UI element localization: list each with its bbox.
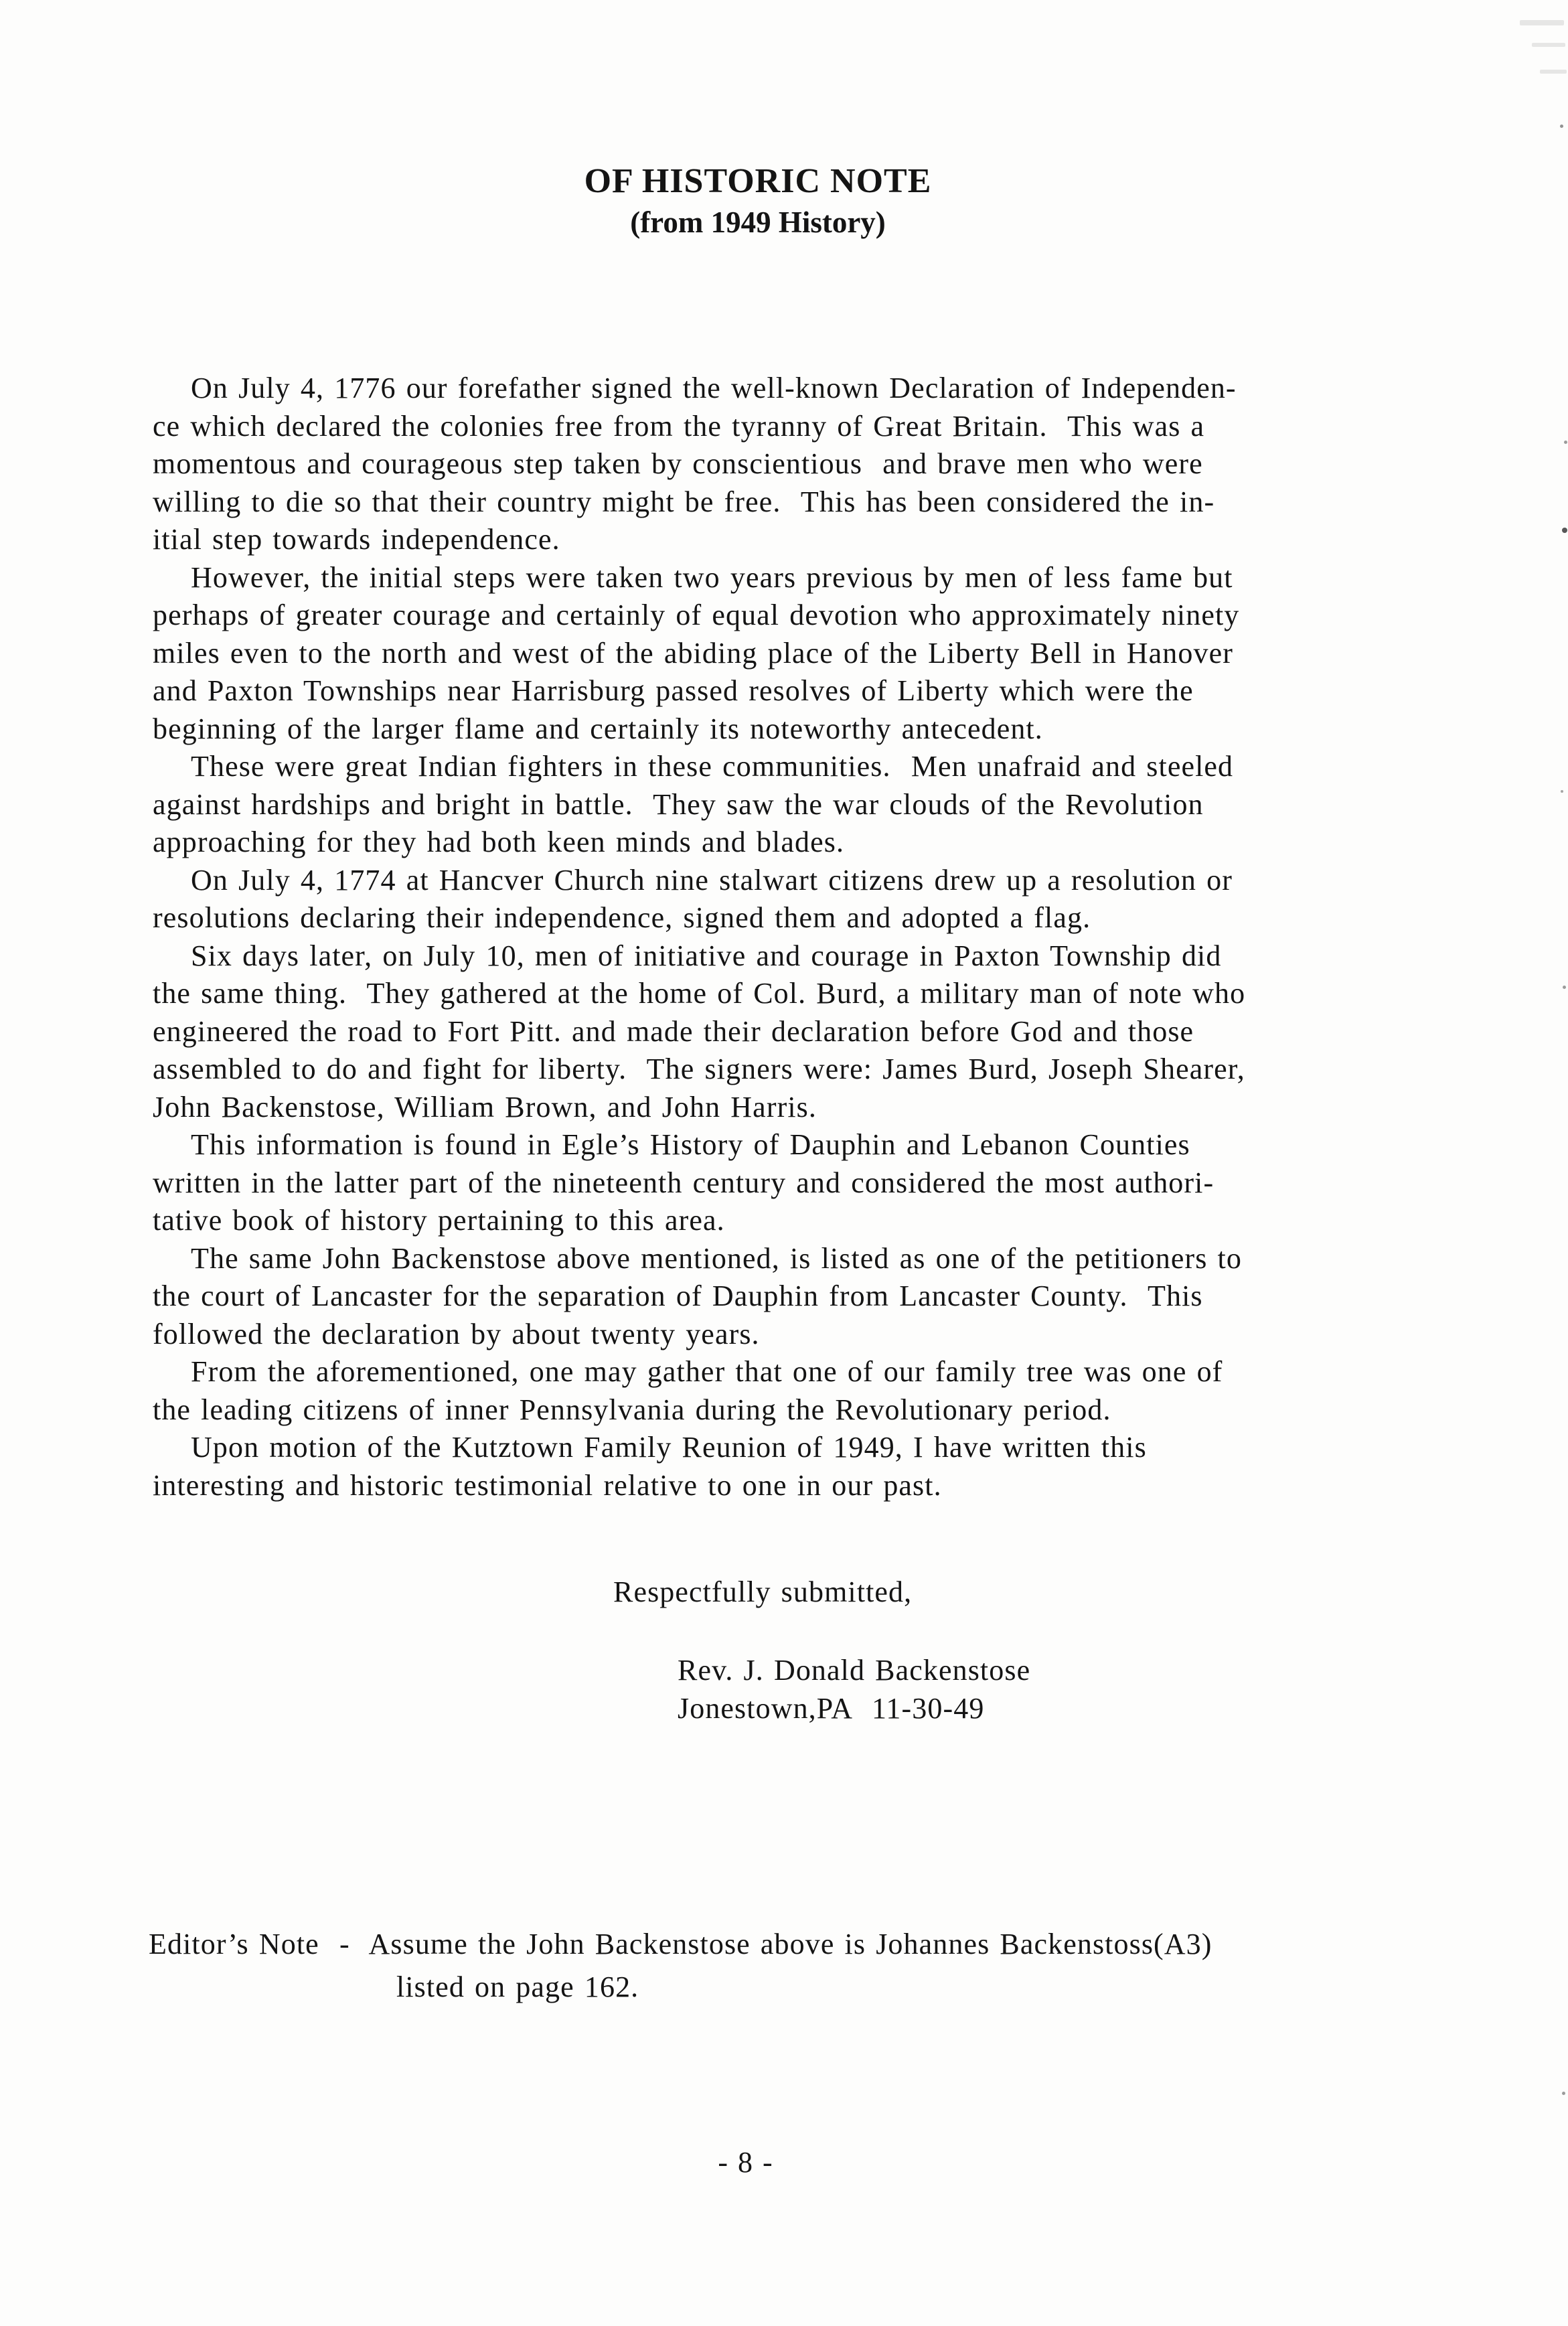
paragraph-7: [153, 1240, 1245, 1354]
body-line: On July 4, 1774 at Hancver Church nine stalwart citizens drew up a resolution or: [191, 863, 1233, 897]
body-line: momentous and courageous step taken by conscientious and brave men who were: [153, 447, 1203, 480]
body-line: On July 4, 1776 our forefather signed the well-known Declaration of Independen-: [191, 372, 1237, 404]
body-line: interesting and historic testimonial relative to one in our past.: [153, 1468, 942, 1502]
scan-smudge: [1532, 43, 1565, 47]
body-line: perhaps of greater courage and certainly of equal devotion who approximately ninety: [153, 599, 1240, 631]
body-line: Upon motion of the Kutztown Family Reunion of 1949, I have written this: [191, 1431, 1147, 1464]
body-line: However, the initial steps were taken two years previous by men of less fame but: [191, 560, 1233, 594]
body-line: This information is found in Egle’s History of Dauphin and Lebanon Counties: [191, 1128, 1190, 1161]
editors-note-line-2: listed on page 162.: [396, 1970, 639, 2003]
paragraph-3: [153, 748, 1245, 862]
body-line: approaching for they had both keen minds and blades.: [153, 826, 845, 858]
body-line: resolutions declaring their independence, signed them and adopted a flag.: [153, 901, 1091, 934]
document-body: [153, 370, 1245, 1504]
closing-signature: [678, 1651, 1030, 1727]
scan-speck: [1560, 125, 1563, 128]
scan-speck: [1562, 2092, 1565, 2095]
body-line: the leading citizens of inner Pennsylvania during the Revolutionary period.: [153, 1393, 1111, 1426]
body-line: the same thing. They gathered at the home of Col. Burd, a military man of note who: [153, 977, 1246, 1010]
paragraph-4: [153, 862, 1245, 937]
scan-speck: [1561, 790, 1563, 793]
page-number: - 8 -: [718, 2146, 774, 2179]
scan-smudge: [1520, 20, 1564, 25]
body-line: and Paxton Townships near Harrisburg passed resolves of Liberty which were the: [153, 674, 1194, 707]
body-line: From the aforementioned, one may gather that one of our family tree was one of: [191, 1355, 1223, 1388]
body-line: miles even to the north and west of the abiding place of the Liberty Bell in Hanover: [153, 636, 1233, 670]
closing-salutation: Respectfully submitted,: [613, 1575, 913, 1608]
paragraph-8: [153, 1353, 1245, 1429]
paragraph-6: [153, 1126, 1245, 1240]
body-line: engineered the road to Fort Pitt. and made their declaration before God and those: [153, 1014, 1194, 1048]
editors-note-line-1: Editor’s Note - Assume the John Backenstose above is Johannes Backenstoss(A3): [149, 1928, 1212, 1960]
body-line: These were great Indian fighters in these communities. Men unafraid and steeled: [191, 750, 1234, 783]
title-block: [490, 161, 1026, 242]
body-line: followed the declaration by about twenty years.: [153, 1317, 760, 1350]
body-line: Six days later, on July 10, men of initiative and courage in Paxton Township did: [191, 939, 1222, 972]
paragraph-9: [153, 1429, 1245, 1504]
body-line: beginning of the larger flame and certainly its noteworthy antecedent.: [153, 712, 1043, 745]
body-line: against hardships and bright in battle. They saw the war clouds of the Revolution: [153, 787, 1204, 821]
body-line: itial step towards independence.: [153, 523, 560, 556]
body-line: tative book of history pertaining to this area.: [153, 1204, 725, 1237]
scan-speck: [1562, 528, 1567, 533]
paragraph-2: [153, 559, 1245, 749]
scan-smudge: [1540, 70, 1567, 74]
body-line: John Backenstose, William Brown, and John Harris.: [153, 1090, 817, 1123]
closing-author: Rev. J. Donald Backenstose: [678, 1654, 1031, 1687]
closing-place-date: Jonestown,PA 11-30-49: [678, 1692, 985, 1725]
body-line: assembled to do and fight for liberty. The signers were: James Burd, Joseph Shearer,: [153, 1053, 1245, 1085]
body-line: ce which declared the colonies free from the tyranny of Great Britain. This was a: [153, 409, 1205, 443]
document-subtitle: (from 1949 History): [630, 206, 886, 239]
scan-speck: [1564, 441, 1567, 444]
scan-speck: [1563, 986, 1566, 989]
paragraph-5: [153, 937, 1245, 1127]
body-line: willing to die so that their country might be free. This has been considered the in-: [153, 485, 1215, 518]
body-line: the court of Lancaster for the separation of Dauphin from Lancaster County. This: [153, 1280, 1203, 1312]
paragraph-1: [153, 370, 1245, 559]
body-line: written in the latter part of the nineteenth century and considered the most authori-: [153, 1166, 1214, 1199]
body-line: The same John Backenstose above mentioned, is listed as one of the petitioners to: [191, 1241, 1242, 1275]
document-title: OF HISTORIC NOTE: [584, 162, 932, 200]
